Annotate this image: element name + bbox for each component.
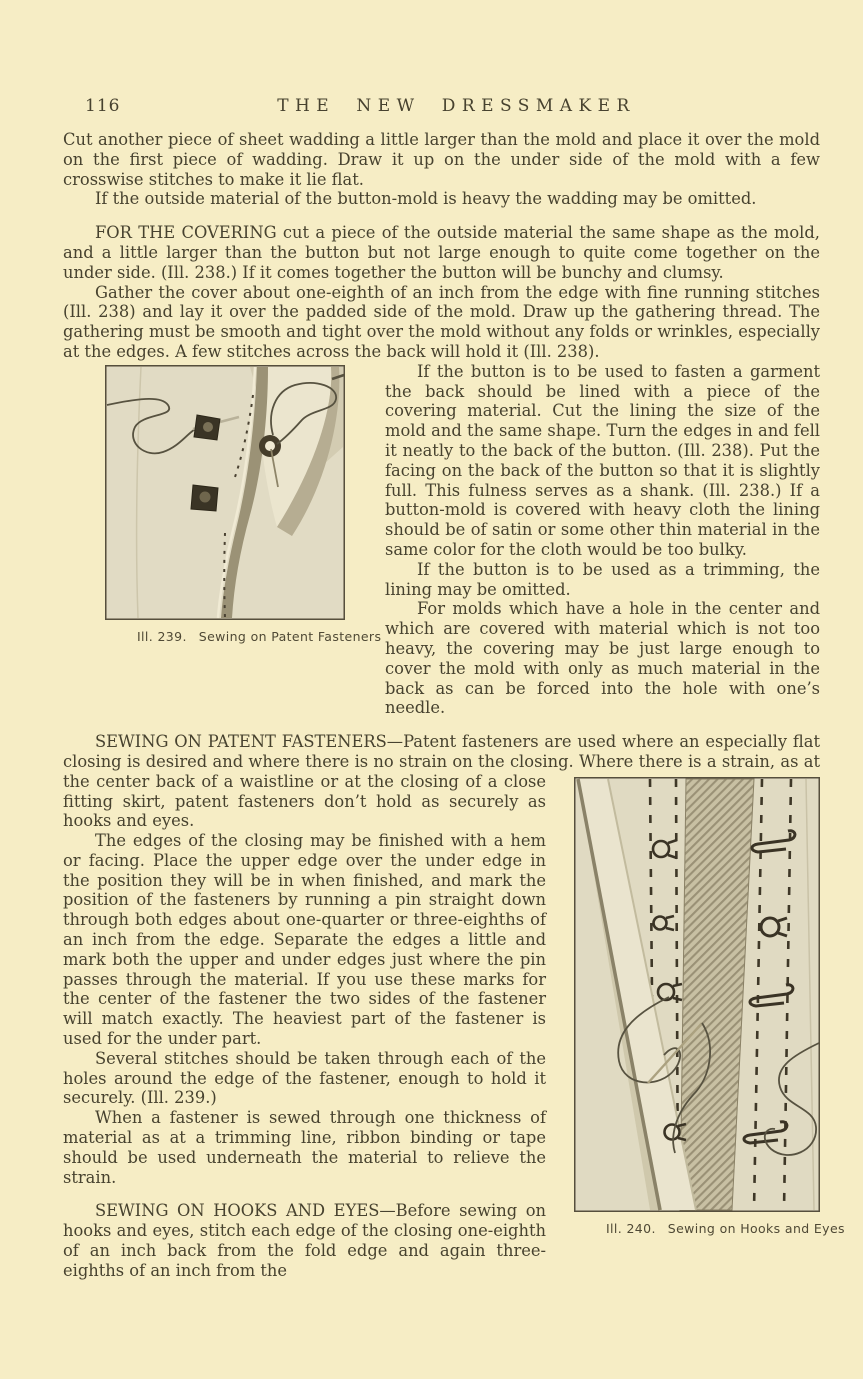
paragraph-button-molds-hole: For molds which have a hole in the center and which are covered with material which is not too heavy, the covering may be just large enough to cover the mold with only as much material in the back as can be forced into the hole with one’s needle. <box>385 599 820 718</box>
figure-239-caption <box>105 627 382 647</box>
patent-fasteners-illustration <box>105 365 345 620</box>
patent-intro-part2: as at the center back of a waistline or at the closing of a close fitting skirt, patent fasteners don’t hold as securely as hooks and eyes. <box>63 751 820 831</box>
figure-239-caption-label: Ill. 239. <box>137 628 187 644</box>
patent-intro-part1: SEWING ON PATENT FASTENERS—Patent fasteners are used where an especially flat closing is desired and where there is no strain on the closing. Where there is a strain, <box>63 732 820 771</box>
figure-240-caption-label: Ill. 240. <box>606 1220 656 1236</box>
paragraph-patent-marking: The edges of the closing may be finished with a hem or facing. Place the upper edge over the under edge in the position they will be in when finished, and mark the position of the fasteners by running a pin straight down through both edges about one-quarter or three-eighths of an inch from the edge. Separate the edges a little and mark both the upper and under edges just where the pin passes through the material. If you use these marks for the center of the fastener the two sides of the fastener will match exactly. The heaviest part of the fastener is used for the under part. <box>63 831 546 1049</box>
paragraph-wadding-2: If the outside material of the button-mold is heavy the wadding may be omitted. <box>95 189 757 209</box>
paragraph-hooks-and-eyes: SEWING ON HOOKS AND EYES—Before sewing on hooks and eyes, stitch each edge of the closing one-eighth of an inch back from the fold edge and again three-eighths of an inch from the <box>63 1201 546 1280</box>
book-title: THE NEW DRESSMAKER <box>277 96 636 116</box>
figure-239-caption-title: Sewing on Patent Fasteners <box>198 628 382 644</box>
figure-240-caption-title: Sewing on Hooks and Eyes <box>667 1220 845 1236</box>
paragraph-wadding-1: Cut another piece of sheet wadding a little larger than the mold and place it over the mold on the first piece of wadding. Draw it up on the under side of the mold with a few crosswise stitches to make it lie flat. <box>63 130 820 189</box>
paragraph-patent-tape: When a fastener is sewed through one thickness of material as at a trimming line, ribbon binding or tape should be used underneath the material to relieve the strain. <box>63 1108 546 1187</box>
paragraph-covering-1: FOR THE COVERING cut a piece of the outside material the same shape as the mold, and a little larger than the button but not large enough to quite come together on the under side. (Ill. 238.) If it comes together the button will be bunchy and clumsy. <box>63 223 820 282</box>
paragraph-button-lining-text: If the button is to be used to fasten a garment the back should be lined with a piece of the covering material. Cut the lining the size of the mold and the same shape. Turn the edges in and fell it neatly to the back of the button. (Ill. 238). Put the facing on the back of the button so that it is slightly full. This fulness serves as a shank. (Ill. 238.) If a button-mold is covered with heavy cloth the lining should be of satin or some other thin material in the same color for the cloth would be too bulky. <box>385 361 820 559</box>
page-number: 116 <box>85 96 121 116</box>
figure-240-caption <box>574 1219 845 1239</box>
figure-239 <box>105 365 382 647</box>
hooks-and-eyes-illustration <box>574 777 820 1212</box>
page-header <box>63 96 820 120</box>
paragraph-covering-2: Gather the cover about one-eighth of an inch from the edge with fine running stitches (Ill. 238) and lay it over the padded side of the mold. Draw up the gathering thread. The gathering must be smooth and tight over the mold without any folds or wrinkles, especially at the edges. A few stitches across the back will hold it (Ill. 238). <box>63 282 820 361</box>
paragraph-button-trimming: If the button is to be used as a trimming, the lining may be omitted. <box>385 559 820 599</box>
paragraph-patent-stitches: Several stitches should be taken through each of the holes around the edge of the fastener, enough to hold it securely. (Ill. 239.) <box>63 1048 546 1108</box>
figure-240 <box>574 777 845 1239</box>
